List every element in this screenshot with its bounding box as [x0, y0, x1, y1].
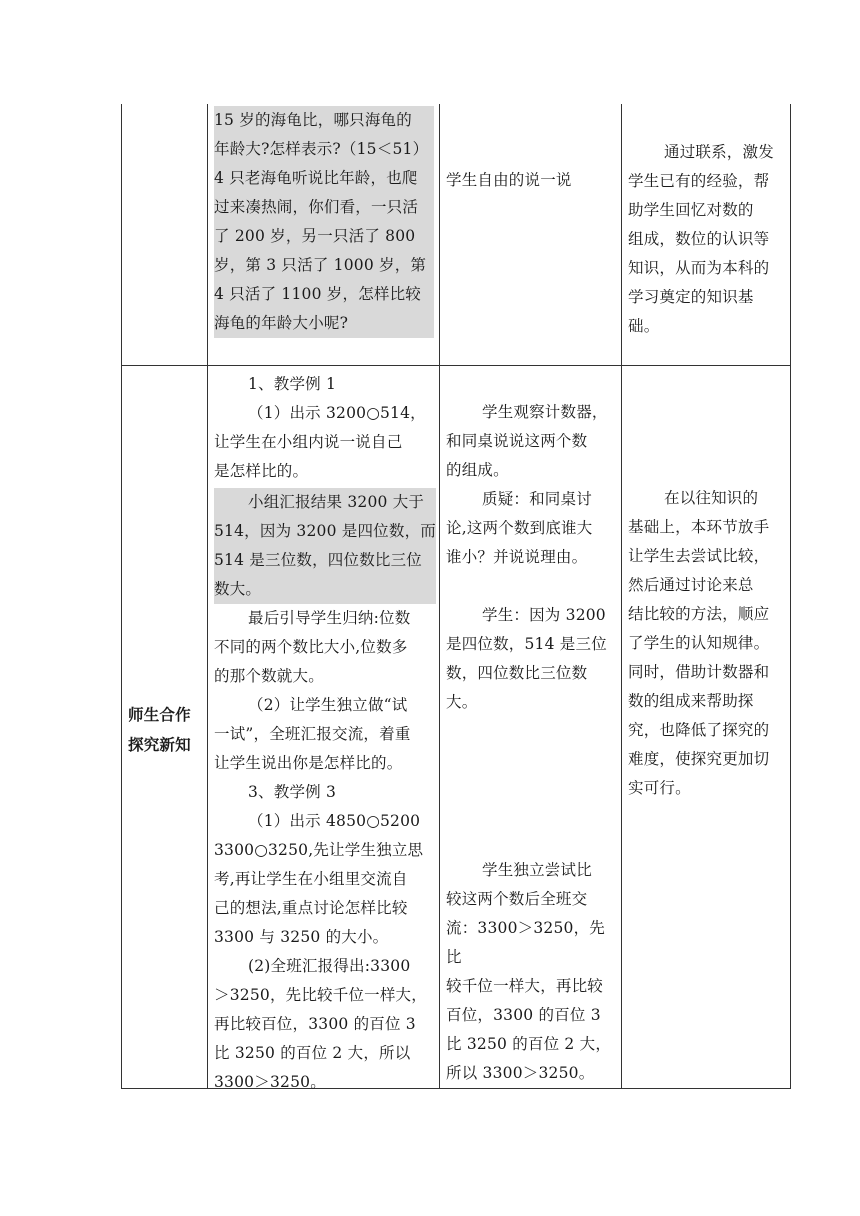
- row1-teacher-line: 15 岁的海龟比，哪只海龟的: [214, 111, 412, 129]
- intent-line: 了学生的认知规律。: [628, 634, 770, 652]
- row1-teacher-line: 过来凑热闹，你们看，一只活: [214, 198, 419, 216]
- student-line: 流：3300＞3250，先比: [446, 919, 605, 966]
- teacher-line: 3300 与 3250 的大小。: [214, 928, 389, 946]
- intent-line: 结比较的方法，顺应: [628, 605, 770, 623]
- teacher-line: 小组汇报结果 3200 大于: [248, 493, 425, 511]
- teacher-line: 不同的两个数比大小,位数多: [214, 638, 408, 656]
- table-col-divider-1: [207, 104, 208, 1089]
- student-line: 数，四位数比三位数: [446, 664, 588, 682]
- stage-label-line: 探究新知: [128, 736, 191, 754]
- teacher-line: 再比较百位，3300 的百位 3: [214, 1015, 416, 1033]
- teacher-line: 最后引导学生归纳:位数: [248, 609, 411, 627]
- row1-teacher-line: 年龄大?怎样表示?（15＜51）: [214, 140, 429, 158]
- row2-teacher-cell: [214, 370, 436, 1097]
- student-line: 是四位数，514 是三位: [446, 635, 607, 653]
- table-col-divider-2: [439, 104, 440, 1089]
- row1-teacher-line: 了 200 岁，另一只活了 800: [214, 227, 416, 245]
- teacher-line: （1）出示 4850○5200: [248, 812, 421, 830]
- student-line: 学生：因为 3200: [482, 606, 606, 624]
- teacher-line: （2）让学生独立做“试: [248, 696, 408, 714]
- intent-line: 同时，借助计数器和: [628, 663, 770, 681]
- student-line: 的组成。: [446, 461, 509, 479]
- teacher-line: 1、教学例 1: [248, 375, 337, 393]
- row1-intent-line: 通过联系，激发: [664, 143, 774, 161]
- student-line: 学生独立尝试比: [482, 861, 592, 879]
- table-border-left: [121, 104, 122, 1089]
- row1-intent-line: 础。: [628, 317, 660, 335]
- row1-student-text: 学生自由的说一说: [446, 171, 572, 189]
- teacher-line: 比 3250 的百位 2 大，所以: [214, 1044, 411, 1062]
- intent-line: 然后通过讨论来总: [628, 576, 754, 594]
- intent-line: 难度，使探究更加切: [628, 750, 770, 768]
- teacher-line: (2)全班汇报得出:3300: [248, 957, 411, 975]
- teacher-line: 考,再让学生在小组里交流自: [214, 870, 408, 888]
- row1-intent-cell: [628, 138, 788, 341]
- intent-line: 在以往知识的: [664, 489, 759, 507]
- teacher-line: 3300○3250,先让学生独立思: [214, 841, 424, 859]
- teacher-line: 数大。: [214, 580, 262, 598]
- student-line: 论,这两个数到底谁大: [446, 519, 593, 537]
- teacher-line: 是怎样比的。: [214, 462, 309, 480]
- student-line: 比 3250 的百位 2 大，: [446, 1035, 612, 1053]
- table-col-divider-3: [621, 104, 622, 1089]
- teacher-line: 3、教学例 3: [248, 783, 337, 801]
- teacher-line: 514 是三位数，四位数比三位: [214, 551, 423, 569]
- row1-intent-line: 知识，从而为本科的: [628, 259, 770, 277]
- row2-student-cell: [446, 398, 618, 717]
- row2-student-cell-2: [446, 856, 618, 1088]
- stage-label-line: 师生合作: [128, 706, 191, 724]
- row2-intent-cell: [628, 484, 788, 803]
- student-line: 谁小？并说说理由。: [446, 548, 588, 566]
- teacher-line: 514，因为 3200 是四位数，而: [214, 522, 436, 540]
- student-line: 较千位一样大，再比较: [446, 977, 604, 995]
- student-line: 百位，3300 的百位 3: [446, 1006, 601, 1024]
- stage-label-cell: [128, 700, 204, 760]
- intent-line: 让学生去尝试比较，: [628, 547, 770, 565]
- student-line: 大。: [446, 693, 478, 711]
- row1-teacher-line: 海龟的年龄大小呢?: [214, 314, 349, 332]
- student-line: 质疑：和同桌讨: [482, 490, 592, 508]
- teacher-highlight-block: [214, 488, 436, 604]
- row1-teacher-line: 4 只活了 1100 岁，怎样比较: [214, 285, 421, 303]
- row1-intent-line: 学习奠定的知识基: [628, 288, 754, 306]
- row1-teacher-cell: [214, 106, 434, 338]
- table-border-right: [790, 104, 791, 1089]
- teacher-line: 的那个数就大。: [214, 667, 324, 685]
- intent-line: 究，也降低了探究的: [628, 721, 770, 739]
- table-row-divider: [121, 365, 791, 366]
- student-line: 较这两个数后全班交: [446, 890, 588, 908]
- row1-intent-line: 组成，数位的认识等: [628, 230, 770, 248]
- student-line: 学生观察计数器，: [482, 403, 608, 421]
- row1-teacher-line: 岁，第 3 只活了 1000 岁，第: [214, 256, 427, 274]
- teacher-line: （1）出示 3200○514，: [248, 404, 426, 422]
- row1-teacher-highlight: [214, 106, 434, 338]
- row1-intent-line: 助学生回忆对数的: [628, 201, 754, 219]
- teacher-line: 让学生说出你是怎样比的。: [214, 754, 403, 772]
- intent-line: 基础上，本环节放手: [628, 518, 770, 536]
- student-gap: [446, 572, 618, 601]
- row1-student-cell: [446, 166, 616, 195]
- row1-intent-line: 学生已有的经验，帮: [628, 172, 770, 190]
- student-line: 和同桌说说这两个数: [446, 432, 588, 450]
- teacher-line: ＞3250，先比较千位一样大，: [214, 986, 427, 1004]
- student-line: 所以 3300＞3250。: [446, 1064, 595, 1082]
- teacher-line: 一试”，全班汇报交流，着重: [214, 725, 411, 743]
- teacher-line: 让学生在小组内说一说自己: [214, 433, 403, 451]
- intent-line: 实可行。: [628, 779, 691, 797]
- row1-teacher-line: 4 只老海龟听说比年龄，也爬: [214, 169, 418, 187]
- intent-line: 数的组成来帮助探: [628, 692, 754, 710]
- teacher-line: 己的想法,重点讨论怎样比较: [214, 899, 408, 917]
- teacher-line: 3300＞3250。: [214, 1073, 326, 1091]
